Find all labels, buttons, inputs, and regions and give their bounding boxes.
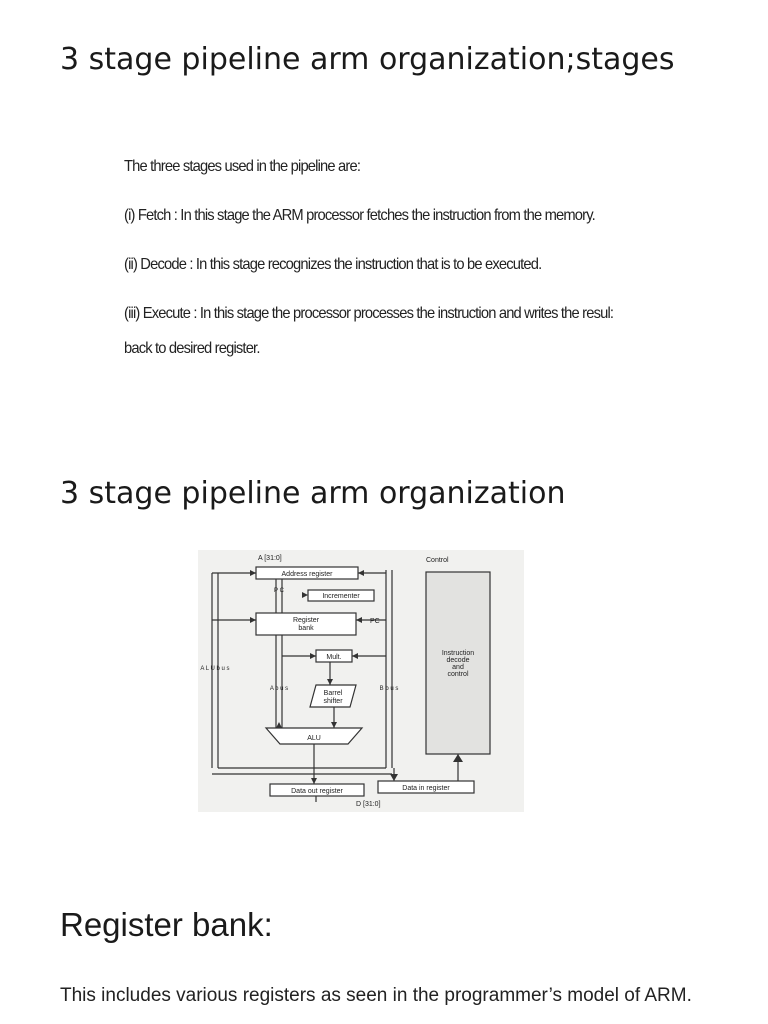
- data-out-register-label: Data out register: [291, 788, 343, 795]
- data-bus-label: D [31:0]: [356, 801, 381, 808]
- instruction-label-2: decode: [446, 657, 470, 664]
- register-bank-label-2: bank: [298, 625, 314, 632]
- decode-line: (ii) Decode : In this stage recognizes the instruction that is to be executed.: [124, 256, 542, 273]
- fetch-line: (i) Fetch : In this stage the ARM processor fetches the instruction from the memory.: [124, 207, 595, 224]
- pc-label: PC: [370, 618, 380, 625]
- address-bus-label: A [31:0]: [258, 555, 282, 562]
- slide-title-stages: 3 stage pipeline arm organization;stages: [60, 42, 675, 77]
- pc-bus-label: P C: [274, 588, 284, 594]
- barrel-shifter-label-1: Barrel: [323, 690, 343, 697]
- intro-line: The three stages used in the pipeline are:: [124, 158, 361, 175]
- execute-line-continued: back to desired register.: [124, 340, 260, 357]
- control-label: Control: [426, 557, 449, 564]
- barrel-shifter-label-2: shifter: [323, 698, 343, 705]
- register-bank-description: This includes various registers as seen in the programmer’s model of ARM.: [60, 985, 692, 1006]
- instruction-label-3: and: [452, 664, 464, 671]
- mult-label: Mult.: [326, 654, 342, 661]
- alu-bus-label: A L U b u s: [200, 666, 230, 672]
- alu-label: ALU: [307, 735, 321, 742]
- slide-title-register-bank: Register bank:: [60, 906, 273, 943]
- b-bus-label: B b u s: [379, 686, 399, 692]
- instruction-label-4: control: [447, 671, 469, 678]
- slide-title-organization: 3 stage pipeline arm organization: [60, 476, 566, 511]
- instruction-label-1: Instruction: [441, 650, 475, 657]
- execute-line: (iii) Execute : In this stage the processor processes the instruction and writes the resul:: [124, 305, 614, 322]
- register-bank-label-1: Register: [292, 617, 320, 624]
- a-bus-label: A b u s: [269, 686, 289, 692]
- incrementer-label: Incrementer: [322, 593, 360, 600]
- address-register-label: Address register: [281, 571, 333, 578]
- arm-pipeline-diagram: [198, 550, 524, 812]
- data-in-register-label: Data in register: [402, 785, 450, 792]
